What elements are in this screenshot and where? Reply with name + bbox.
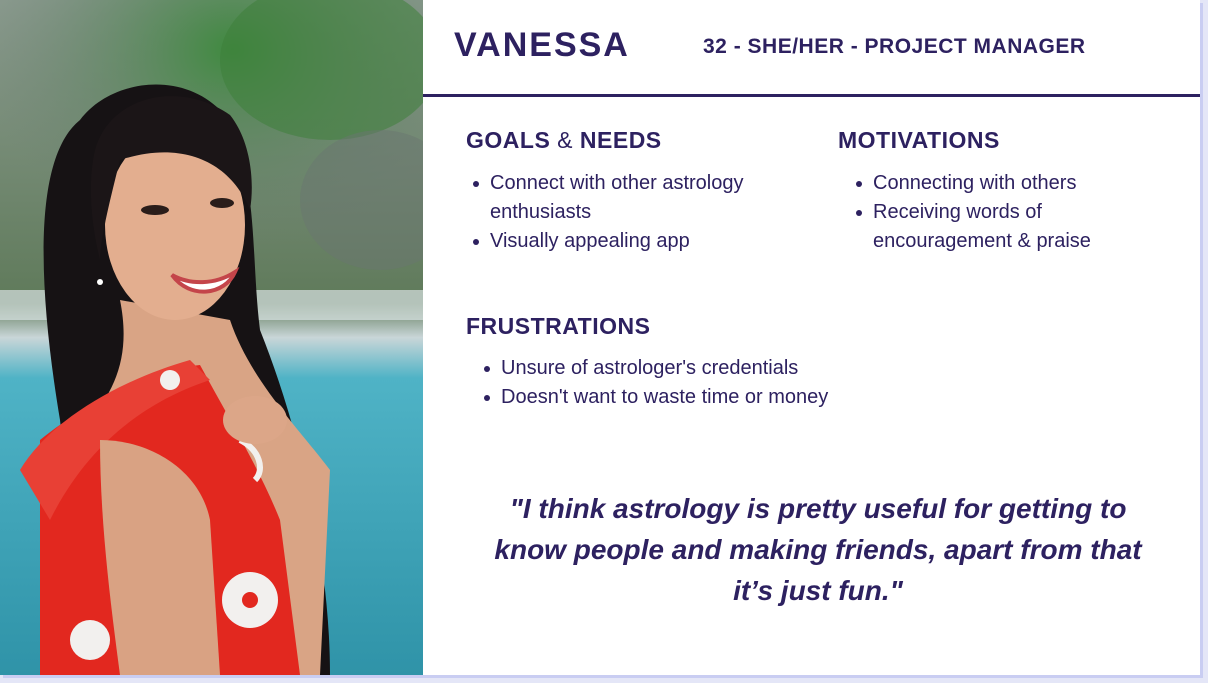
list-item: Visually appealing app — [490, 227, 820, 256]
motivations-heading: MOTIVATIONS — [838, 127, 1000, 153]
persona-photo — [0, 0, 423, 675]
list-item: Connect with other astrology enthusiasts — [490, 169, 820, 227]
goals-heading: GOALS — [466, 127, 551, 153]
list-item: Connecting with others — [873, 169, 1173, 198]
list-item: Doesn't want to waste time or money — [501, 383, 1001, 412]
persona-details — [423, 0, 1200, 675]
list-item: Receiving words of encouragement & praise — [873, 198, 1173, 256]
persona-subtitle: 32 - SHE/HER - PROJECT MANAGER — [703, 35, 1086, 58]
goals-needs-heading — [466, 127, 662, 154]
persona-name: VANESSA — [454, 26, 630, 64]
list-item: Unsure of astrologer's credentials — [501, 354, 1001, 383]
frustrations-list — [477, 354, 1001, 412]
ampersand: & — [557, 127, 574, 153]
goals-list — [466, 169, 820, 256]
needs-heading: NEEDS — [579, 127, 662, 153]
persona-header — [423, 0, 1200, 97]
motivations-list — [849, 169, 1173, 256]
persona-quote: "I think astrology is pretty useful for getting to know people and making friends, apart from that it’s just fun." — [494, 493, 1142, 606]
frustrations-heading: FRUSTRATIONS — [466, 313, 651, 339]
